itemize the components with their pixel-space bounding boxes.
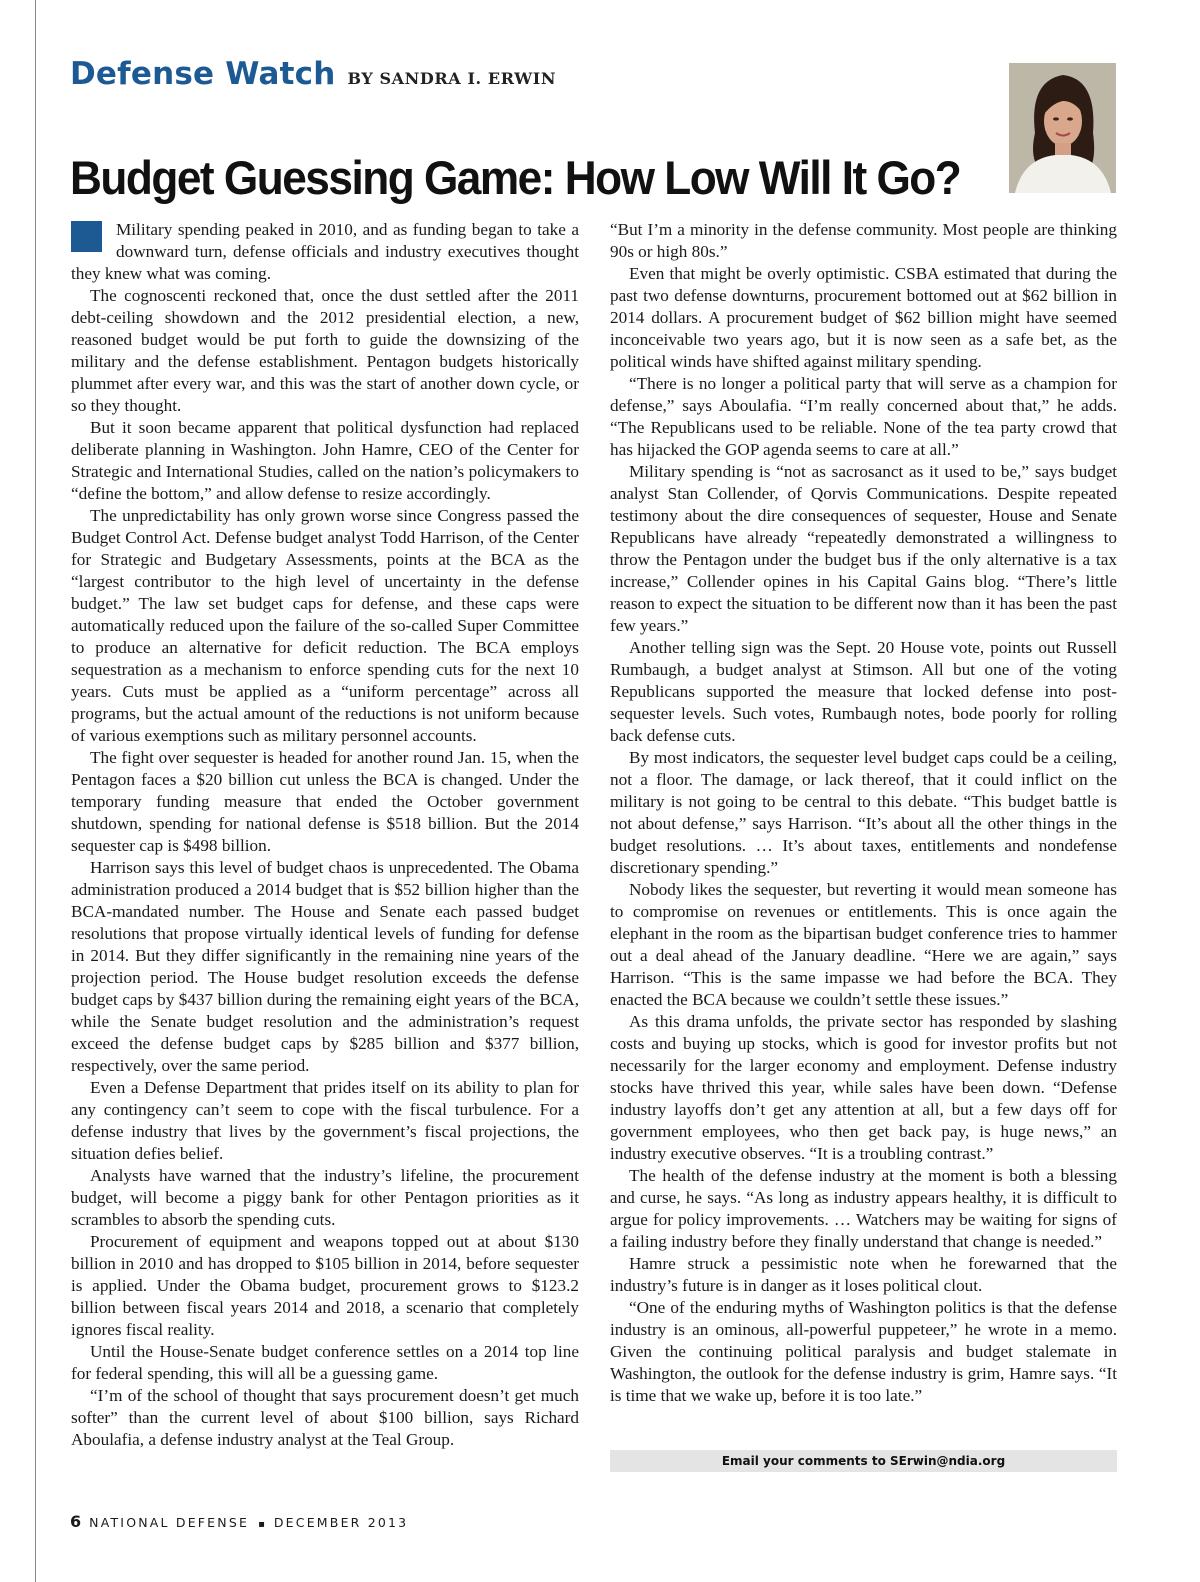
issue-date: DECEMBER 2013 (273, 1515, 409, 1530)
paragraph: Analysts have warned that the industry’s lifeline, the procurement budget, will become a piggy bank for other Pentagon priorities as it scrambles to absorb the spending cuts. (71, 1166, 579, 1229)
paragraph: Another telling sign was the Sept. 20 House vote, points out Russell Rumbaugh, a budget analyst at Stimson. All but one of the voting Republicans supported the measure that locked defense into post-sequester levels. Such votes, Rumbaugh notes, bode poorly for rolling back defense cuts. (610, 638, 1117, 745)
author-photo (1009, 63, 1116, 193)
paragraph: The unpredictability has only grown worse since Congress passed the Budget Control Act. Defense budget analyst Todd Harrison, of the Center for Strategic and Budgetary Assessments, points at the BCA as the “largest contributor to the high level of uncertainty in the defense budget.” The law set budget caps for defense, and these caps were automatically reduced upon the failure of the so-called Super Committee to produce an alternative for deficit reduction. The BCA employs sequestration as a mechanism to enforce spending cuts for the next 10 years. Cuts must be applied as a “uniform percentage” across all programs, but the actual amount of the reductions is not uniform because of various exemptions such as military personnel accounts. (71, 506, 579, 745)
paragraph: “But I’m a minority in the defense community. Most people are thinking 90s or high 80s.” (610, 220, 1117, 261)
footer-separator: ▪ (258, 1519, 265, 1530)
paragraph: “One of the enduring myths of Washington politics is that the defense industry is an ominous, all-powerful puppeteer,” he wrote in a memo. Given the continuing political paralysis and budget stalemate in Washington, the outlook for the defense industry is grim, Hamre says. “It is time that we wake up, before it is too late.” (610, 1298, 1117, 1405)
paragraph: Nobody likes the sequester, but reverting it would mean someone has to compromise on revenues or entitlements. This is once again the elephant in the room as the bipartisan budget conference tries to hammer out a deal ahead of the January deadline. “Here we are again,” says Harrison. “This is the same impasse we had before the BCA. They enacted the BCA because we couldn’t settle these issues.” (610, 880, 1117, 1009)
paragraph: Harrison says this level of budget chaos is unprecedented. The Obama administration produced a 2014 budget that is $52 billion higher than the BCA-mandated number. The House and Senate each passed budget resolutions that propose virtually identical levels of funding for defense in 2014. But they differ significantly in the remaining nine years of the projection period. The House budget resolution exceeds the defense budget caps by $437 billion during the remaining eight years of the BCA, while the Senate budget resolution and the administration’s request exceed the defense budget caps by $285 billion and $377 billion, respectively, over the same period. (71, 858, 579, 1075)
article-column-right (610, 219, 1117, 1407)
paragraph: Even that might be overly optimistic. CSBA estimated that during the past two defense downturns, procurement bottomed out at $62 billion in 2014 dollars. A procurement budget of $62 billion might have seemed inconceivable two years ago, but it is now seen as a safe bet, as the political winds have shifted against military spending. (610, 264, 1117, 371)
paragraph: Even a Defense Department that prides itself on its ability to plan for any contingency can’t seem to cope with the fiscal turbulence. For a defense industry that lives by the government’s fiscal projections, the situation defies belief. (71, 1078, 579, 1163)
author-portrait-image (1009, 63, 1116, 193)
paragraph: But it soon became apparent that political dysfunction had replaced deliberate planning in Washington. John Hamre, CEO of the Center for Strategic and International Studies, called on the nation’s policymakers to “define the bottom,” and allow defense to resize accordingly. (71, 418, 579, 503)
binding-rule (35, 0, 36, 1582)
paragraph: By most indicators, the sequester level budget caps could be a ceiling, not a floor. The damage, or lack thereof, that it could inflict on the military is not going to be central to this debate. “This budget battle is not about defense,” says Harrison. “It’s about all the other things in the budget resolutions. … It’s about taxes, entitlements and nondefense discretionary spending.” (610, 748, 1117, 877)
paragraph: “There is no longer a political party that will serve as a champion for defense,” says Aboulafia. “I’m really concerned about that,” he adds. “The Republicans used to be reliable. None of the tea party crowd that has hijacked the GOP agenda seems to care at all.” (610, 374, 1117, 459)
paragraph: Until the House-Senate budget conference settles on a 2014 top line for federal spending, this will all be a guessing game. (71, 1342, 579, 1383)
email-address-link[interactable]: SErwin@ndia.org (890, 1454, 1006, 1468)
article-column-left (71, 219, 579, 1451)
email-prefix: Email your comments to (721, 1454, 886, 1468)
paragraph: The fight over sequester is headed for another round Jan. 15, when the Pentagon faces a $20 billion cut unless the BCA is changed. Under the temporary funding measure that ended the October government shutdown, spending for national defense is $518 billion. But the 2014 sequester cap is $498 billion. (71, 748, 579, 855)
drop-square-marker (71, 221, 102, 252)
paragraph: “I’m of the school of thought that says procurement doesn’t get much softer” than the current level of about $100 billion, says Richard Aboulafia, a defense industry analyst at the Teal Group. (71, 1386, 579, 1449)
paragraph: As this drama unfolds, the private sector has responded by slashing costs and buying up stocks, which is good for investor profits but not necessarily for the larger economy and employment. Defense industry stocks have thrived this year, while sales have been down. “Defense industry layoffs don’t get any attention at all, but a few days off for government employees, who then get back pay, is huge news,” an industry executive observes. “It is a troubling contrast.” (610, 1012, 1117, 1163)
paragraph: The health of the defense industry at the moment is both a blessing and curse, he says. “As long as industry appears healthy, it is difficult to argue for policy improvements. … Watchers may be waiting for signs of a failing industry before they finally understand that change is needed.” (610, 1166, 1117, 1251)
page-number: 6 (70, 1512, 82, 1531)
paragraph: Hamre struck a pessimistic note when he forewarned that the industry’s future is in danger as it loses political clout. (610, 1254, 1117, 1295)
email-comments-box (610, 1450, 1117, 1472)
column-name: Defense Watch (70, 56, 336, 92)
byline: BY SANDRA I. ERWIN (347, 69, 557, 88)
paragraph: Military spending is “not as sacrosanct as it used to be,” says budget analyst Stan Collender, of Qorvis Communications. Despite repeated testimony about the dire consequences of sequester, House and Senate Republicans have already “repeatedly demonstrated a willingness to throw the Pentagon under the budget bus if the only alternative is a tax increase,” Collender opines in his Capital Gains blog. “There’s little reason to expect the situation to be different now than it has been the past few years.” (610, 462, 1117, 635)
page-footer (70, 1512, 408, 1531)
paragraph: Military spending peaked in 2010, and as funding began to take a downward turn, defense officials and industry executives thought they knew what was coming. (71, 220, 579, 283)
publication-name: NATIONAL DEFENSE (89, 1515, 250, 1530)
paragraph: The cognoscenti reckoned that, once the dust settled after the 2011 debt-ceiling showdown and the 2012 presidential election, a new, reasoned budget would be put forth to guide the downsizing of the military and the defense establishment. Pentagon budgets historically plummet after every war, and this was the start of another down cycle, or so they thought. (71, 286, 579, 415)
paragraph: Procurement of equipment and weapons topped out at about $130 billion in 2010 and has dropped to $105 billion in 2014, before sequester is applied. Under the Obama budget, procurement grows to $123.2 billion between fiscal years 2014 and 2018, a scenario that completely ignores fiscal reality. (71, 1232, 579, 1339)
headline: Budget Guessing Game: How Low Will It Go? (70, 151, 961, 204)
column-header (70, 56, 556, 92)
